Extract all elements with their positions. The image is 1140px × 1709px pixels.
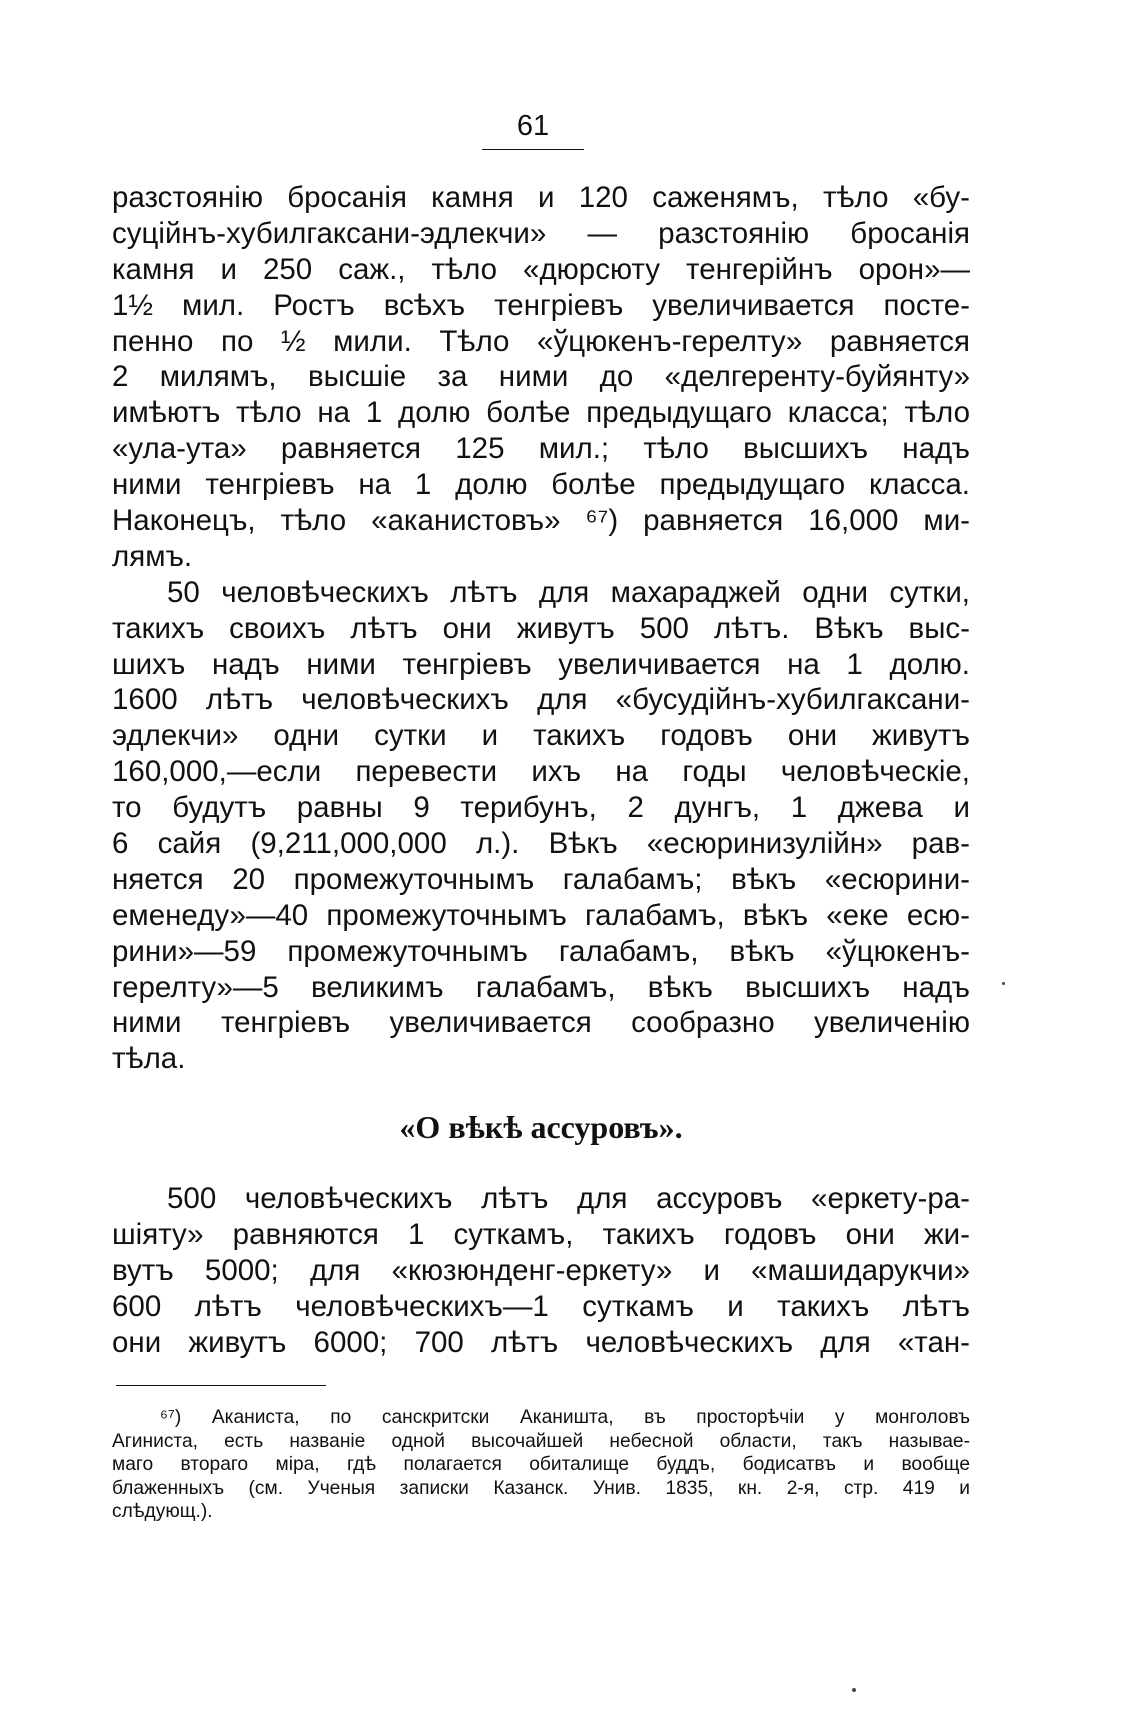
main-text-block <box>112 180 970 1077</box>
section-text-block <box>112 1181 970 1360</box>
footnote-line: маго втораго міра, гдѣ полагается обиталище буддъ, бодисатвъ и вообще <box>112 1454 970 1475</box>
text-line: пенно по ½ мили. Тѣло «ўцюкенъ-герелту» равняется <box>112 324 970 358</box>
text-line: 160,000,—если перевести ихъ на годы человѣческіе, <box>112 755 970 789</box>
paragraph-1 <box>112 180 970 575</box>
footnote-separator <box>116 1385 326 1386</box>
footnote-line: Агиниста, есть названіе одной высочайшей небесной области, такъ называе- <box>112 1430 970 1452</box>
text-line: имѣютъ тѣло на 1 долю болѣе предыдущаго класса; тѣло <box>112 396 970 430</box>
footnote-line: блаженныхъ (см. Ученыя записки Казанск. Унив. 1835, кн. 2-я, стр. 419 и <box>112 1477 970 1499</box>
footnote-line: слѣдующ.). <box>112 1501 213 1522</box>
text-line: «ула-ута» равняется 125 мил.; тѣло высшихъ надъ <box>112 432 970 466</box>
page-number-underline <box>482 149 584 150</box>
text-line: еменеду»—40 промежуточнымъ галабамъ, вѣкъ «еке есю- <box>112 898 970 932</box>
text-line: 600 лѣтъ человѣческихъ—1 суткамъ и такихъ лѣтъ <box>112 1289 970 1323</box>
text-line: 1½ мил. Ростъ всѣхъ тенгріевъ увеличивается посте- <box>112 288 970 322</box>
text-line: ними тенгріевъ на 1 долю болѣе предыдущаго класса. <box>112 468 970 502</box>
text-line: 500 человѣческихъ лѣтъ для ассуровъ «еркету-ра- <box>167 1182 970 1215</box>
text-line: тѣла. <box>112 1042 186 1076</box>
footnote-67 <box>112 1406 970 1524</box>
text-line: шіяту» равняются 1 суткамъ, такихъ годовъ они жи- <box>112 1217 970 1251</box>
print-speck <box>852 1688 856 1692</box>
footnote-line: ⁶⁷) Аканиста, по санскритски Аканишта, въ просторѣчіи у монголовъ <box>160 1407 970 1428</box>
text-line: разстоянію бросанія камня и 120 саженямъ, тѣло «бу- <box>112 181 970 214</box>
print-speck <box>1002 982 1005 985</box>
text-line: 2 милямъ, высшіе за ними до «делгеренту-буйянту» <box>112 360 970 394</box>
text-line: такихъ своихъ лѣтъ они живутъ 500 лѣтъ. Вѣкъ выс- <box>112 611 970 645</box>
text-line: Наконецъ, тѣло «аканистовъ» ⁶⁷) равняется 16,000 ми- <box>112 504 970 538</box>
text-line: вутъ 5000; для «кюзюнденг-еркету» и «машидарукчи» <box>112 1253 970 1287</box>
text-line: лямъ. <box>112 539 193 573</box>
paragraph-2 <box>112 575 970 1077</box>
text-line: камня и 250 саж., тѣло «дюрсюту тенгерійнъ орон»— <box>112 252 970 286</box>
text-line: герелту»—5 великимъ галабамъ, вѣкъ высшихъ надъ <box>112 970 970 1004</box>
text-line: шихъ надъ ними тенгріевъ увеличивается на 1 долю. <box>112 647 970 681</box>
text-line: рини»—59 промежуточнымъ галабамъ, вѣкъ «ўцюкенъ- <box>112 934 970 968</box>
text-line: то будутъ равны 9 терибунъ, 2 дунгъ, 1 джева и <box>112 791 970 825</box>
page-number: 61 <box>516 110 550 142</box>
paragraph-3 <box>112 1181 970 1360</box>
text-line: суційнъ-хубилгаксани-эдлекчи» — разстоянію бросанія <box>112 216 970 250</box>
text-line: они живутъ 6000; 700 лѣтъ человѣческихъ для «тан- <box>112 1325 970 1359</box>
text-line: 6 сайя (9,211,000,000 л.). Вѣкъ «есюринизулійн» рав- <box>112 827 970 861</box>
text-line: 50 человѣческихъ лѣтъ для махараджей одни сутки, <box>167 575 970 609</box>
section-heading: «О вѣкѣ ассуровъ». <box>399 1109 683 1145</box>
text-line: няется 20 промежуточнымъ галабамъ; вѣкъ «есюрини- <box>112 862 970 896</box>
text-line: эдлекчи» одни сутки и такихъ годовъ они живутъ <box>112 719 970 753</box>
text-line: 1600 лѣтъ человѣческихъ для «бусудійнъ-хубилгаксани- <box>112 683 970 717</box>
text-line: ними тенгріевъ увеличивается сообразно увеличенію <box>112 1006 970 1040</box>
